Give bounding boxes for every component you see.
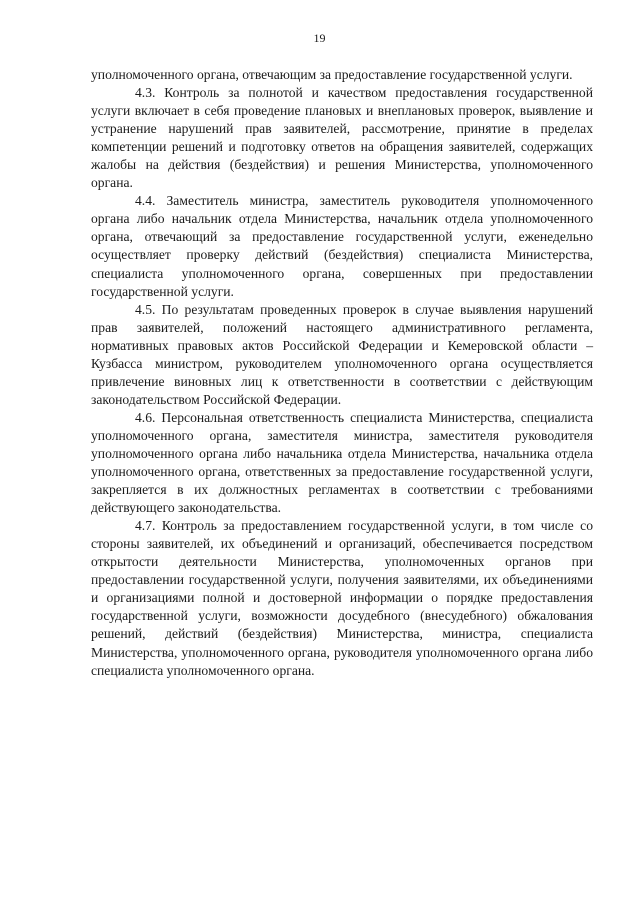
- document-body: [91, 66, 593, 680]
- paragraph-4-4: 4.4. Заместитель министра, заместитель руководителя уполномоченного органа либо начальник отдела Министерства, начальник отдела уполномоченного органа, отвечающий за предоставление государственной услуги, еженедельно осуществляет проверку действий (бездействия) специалиста Министерства, специалиста уполномоченного органа, совершенных при предоставлении государственной услуги.: [91, 193, 593, 299]
- paragraph-continuation: уполномоченного органа, отвечающим за предоставление государственной услуги.: [91, 67, 573, 82]
- paragraph-4-7: 4.7. Контроль за предоставлением государственной услуги, в том числе со стороны заявителей, их объединений и организаций, обеспечивается посредством открытости деятельности Министерства, уполномоченных органов при предоставлении государственной услуги, получения заявителями, их объединениями и организациями полной и достоверной информации о порядке предоставления государственной услуги, возможности досудебного (внесудебного) обжалования решений, действий (бездействия) Министерства, министра, специалиста Министерства, уполномоченного органа, руководителя уполномоченного органа либо специалиста уполномоченного органа.: [91, 518, 593, 678]
- paragraph-4-6: 4.6. Персональная ответственность специалиста Министерства, специалиста уполномоченного органа, заместителя министра, заместителя руководителя уполномоченного органа либо начальника отдела Министерства, начальника отдела уполномоченного органа, ответственных за предоставление государственной услуги, закрепляется в их должностных регламентах в соответствии с требованиями действующего законодательства.: [91, 409, 593, 516]
- paragraph-4-5: 4.5. По результатам проведенных проверок в случае выявления нарушений прав заявителей, положений настоящего административного регламента, нормативных правовых актов Российской Федерации и Кемеровской области – Кузбасса министром, руководителем уполномоченного органа осуществляется привлечение виновных лиц к ответственности в соответствии с действующим законодательством Российской Федерации.: [91, 301, 593, 407]
- paragraph-4-3: 4.3. Контроль за полнотой и качеством предоставления государственной услуги включает в себя проведение плановых и внеплановых проверок, выявление и устранение нарушений прав заявителей, рассмотрение, принятие в пределах компетенции решений и подготовку ответов на обращения заявителей, содержащих жалобы на действия (бездействия) и решения Министерства, уполномоченного органа.: [91, 85, 593, 191]
- page-number: 19: [313, 31, 326, 45]
